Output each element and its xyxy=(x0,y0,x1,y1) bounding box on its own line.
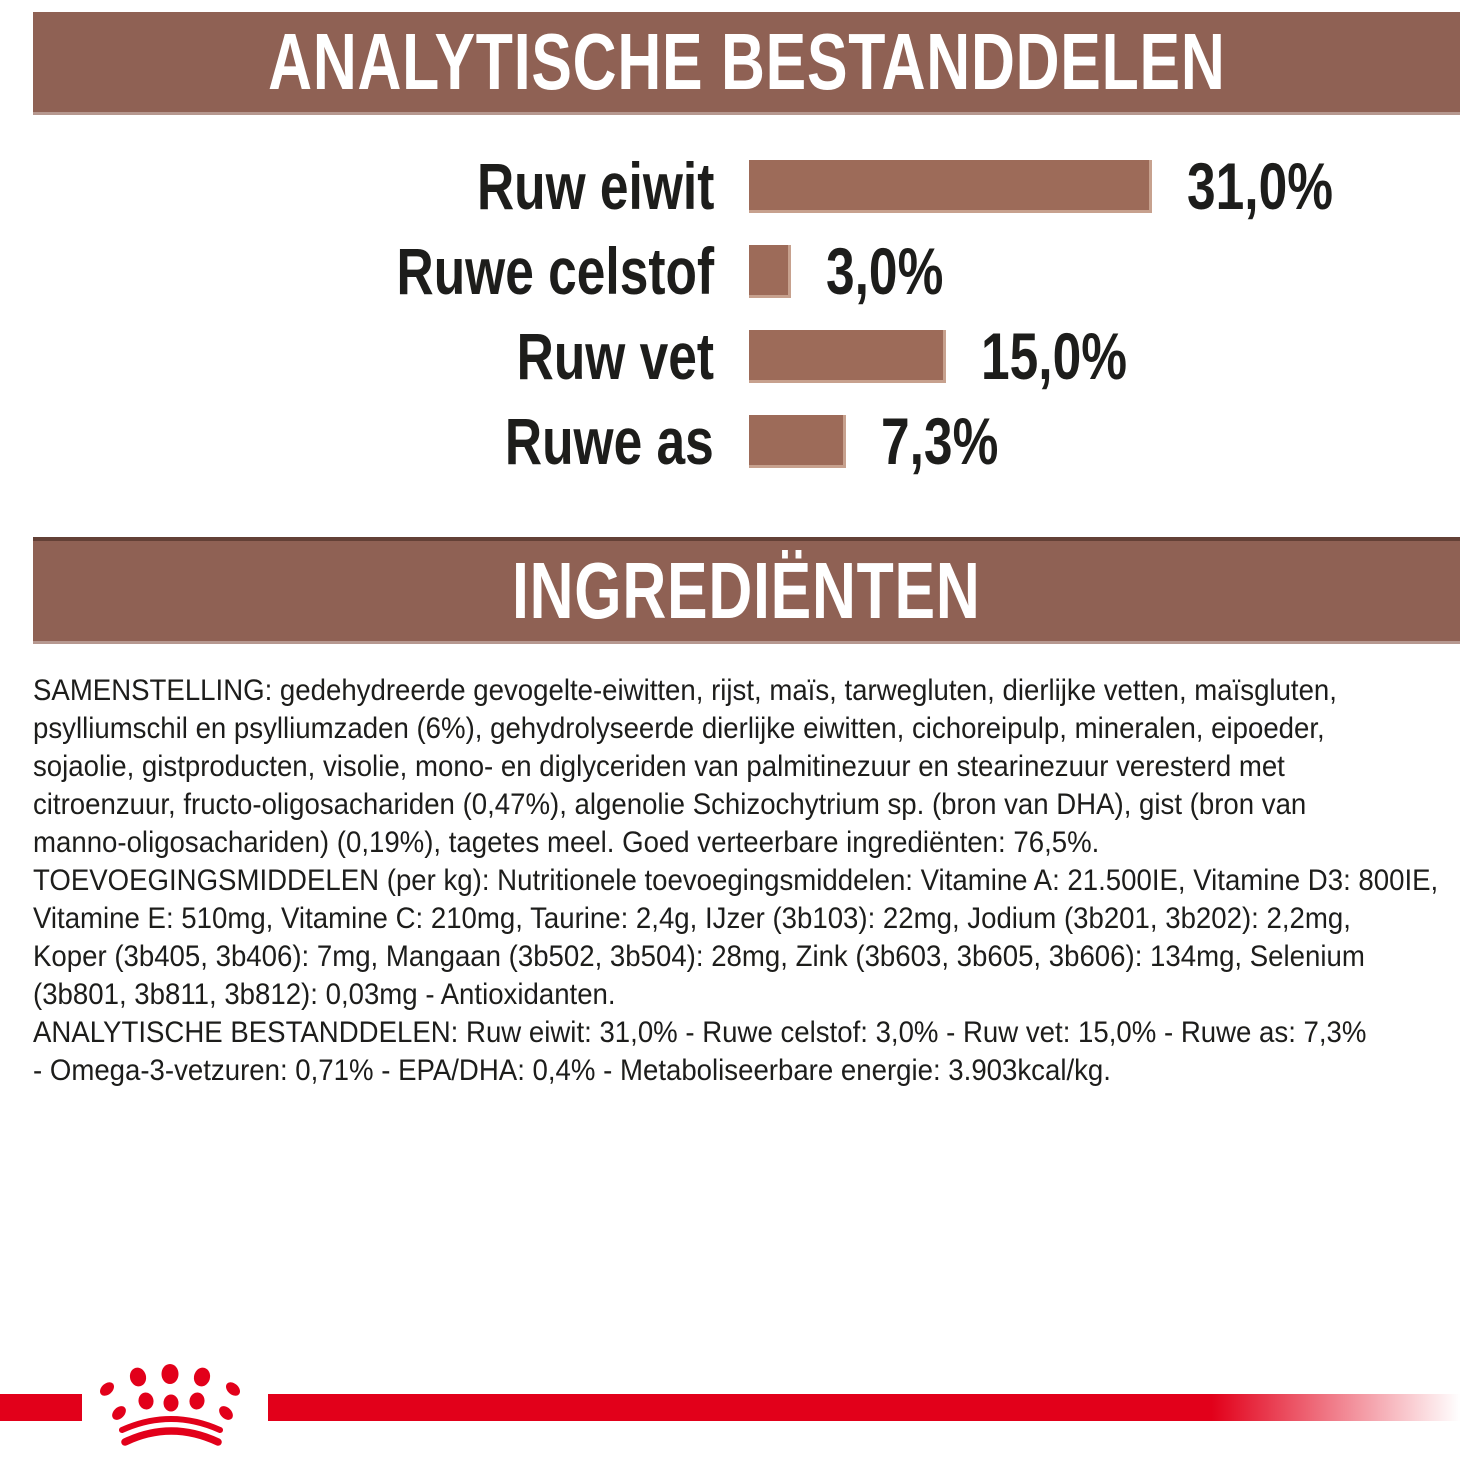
chart-row-label xyxy=(0,149,714,223)
chart-row-label-text: Ruwe celstof xyxy=(396,234,714,308)
chart-row xyxy=(0,149,1374,223)
chart-bar-value xyxy=(981,319,1168,393)
ingredients-line: (3b801, 3b811, 3b812): 0,03mg - Antioxidanten. xyxy=(33,978,616,1011)
chart-bar-value xyxy=(826,234,976,308)
ingredients-line: TOEVOEGINGSMIDDELEN (per kg): Nutritionele toevoegingsmiddelen: Vitamine A: 21.500IE, Vitamine D3: 800IE, xyxy=(33,864,1439,897)
chart-bar-value-text: 15,0% xyxy=(981,319,1127,393)
chart-row xyxy=(0,234,976,308)
chart-row xyxy=(0,404,1031,478)
ingredients-line: citroenzuur, fructo-oligosachariden (0,47%), algenolie Schizochytrium sp. (bron van DHA), gist (bron van xyxy=(33,788,1307,821)
analytics-bar-chart xyxy=(0,0,1460,520)
ingredients-header-bar xyxy=(33,537,1460,644)
chart-bar-value xyxy=(1187,149,1374,223)
ingredients-line: Koper (3b405, 3b406): 7mg, Mangaan (3b502, 3b504): 28mg, Zink (3b603, 3b605, 3b606): 134mg, Selenium xyxy=(33,940,1365,973)
chart-row xyxy=(0,319,1168,393)
chart-bar-value-text: 3,0% xyxy=(826,234,944,308)
chart-bar xyxy=(749,245,791,298)
ingredients-line: psylliumschil en psylliumzaden (6%), gehydrolyseerde dierlijke eiwitten, cichoreipulp, mineralen, eipoeder, xyxy=(33,712,1325,745)
ingredients-line: - Omega-3-vetzuren: 0,71% - EPA/DHA: 0,4% - Metaboliseerbare energie: 3.903kcal/kg. xyxy=(33,1054,1111,1087)
chart-row-label-text: Ruwe as xyxy=(505,404,714,478)
ingredients-header-title: INGREDIËNTEN xyxy=(512,546,981,635)
ingredients-line: manno-oligosachariden) (0,19%), tagetes meel. Goed verteerbare ingrediënten: 76,5%. xyxy=(33,826,1100,859)
chart-row-label xyxy=(0,404,714,478)
chart-bar-value xyxy=(881,404,1031,478)
ingredients-line: sojaolie, gistproducten, visolie, mono- en diglyceriden van palmitinezuur en stearinezuur veresterd met xyxy=(33,750,1285,783)
chart-bar xyxy=(749,160,1152,213)
royal-canin-crown-paw-icon xyxy=(88,1342,264,1458)
chart-bar-value-text: 31,0% xyxy=(1187,149,1333,223)
chart-row-label xyxy=(0,319,714,393)
ingredients-line: Vitamine E: 510mg, Vitamine C: 210mg, Taurine: 2,4g, IJzer (3b103): 22mg, Jodium (3b201, 3b202): 2,2mg, xyxy=(33,902,1351,935)
ingredients-line: SAMENSTELLING: gedehydreerde gevogelte-eiwitten, rijst, maïs, tarwegluten, dierlijke vetten, maïsgluten, xyxy=(33,674,1337,707)
chart-bar xyxy=(749,330,946,383)
ingredients-line: ANALYTISCHE BESTANDDELEN: Ruw eiwit: 31,0% - Ruwe celstof: 3,0% - Ruw vet: 15,0% - Ruwe as: 7,3% xyxy=(33,1016,1367,1049)
analytics-header-title: ANALYTISCHE BESTANDDELEN xyxy=(267,17,1226,106)
chart-row-label xyxy=(0,234,714,308)
chart-bar xyxy=(749,415,846,468)
chart-row-label-text: Ruw eiwit xyxy=(476,149,714,223)
chart-row-label-text: Ruw vet xyxy=(516,319,714,393)
chart-bar-value-text: 7,3% xyxy=(881,404,999,478)
ingredients-text xyxy=(33,672,1460,1090)
